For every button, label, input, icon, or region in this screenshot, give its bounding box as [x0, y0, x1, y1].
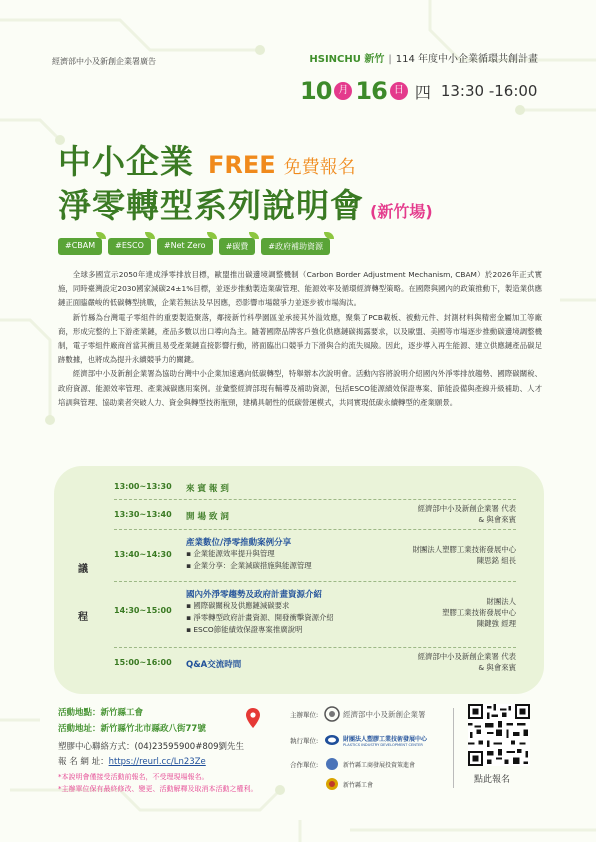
title-line-2	[58, 180, 433, 227]
rights-note: *主辦單位保有最終修改、變更、活動解釋及取消本活動之權利。	[58, 785, 258, 793]
agenda-subtopic: ▪ 企業分享：企業減碳措施與能源管理	[186, 561, 312, 570]
event-time: 13:30 -16:00	[440, 82, 538, 100]
tag-label: #CBAM	[65, 241, 96, 250]
intro-paragraph-3: 經濟部中小及新創企業署為協助台灣中小企業加速邁向低碳轉型，特舉辦本次說明會。活動內容將說明介紹國內外淨零排放趨勢、國際碳關稅、政府資源、能源效率管理、產業減碳應用案例。並彙整經濟部現有輔導及補助資源，包括ESCO能源績效保證專案、節能設備與產線升級補助、人才培訓與管理、協助業者突破人力、資金與轉型技術瓶頸，建構具韌性的低碳營運模式，共同實現低碳永續轉型的產業願景。	[58, 369, 542, 407]
organizer-name: 新竹縣工會	[343, 781, 374, 789]
plan-name: 114 年度中小企業循環共創計畫	[395, 54, 538, 65]
free-label: FREE	[208, 151, 276, 179]
agenda-row	[114, 476, 516, 500]
tag-label: #政府補助資源	[268, 242, 323, 251]
registration-qr-code[interactable]	[468, 704, 530, 766]
partner-organizer	[290, 756, 415, 772]
tag-label: #ESCO	[115, 241, 144, 250]
agenda-subtopic: ▪ ESCO節能績效保證專案推廣說明	[186, 625, 303, 634]
registration-url-label: 報 名 網 址：	[58, 757, 109, 767]
agenda-row	[114, 500, 516, 530]
venue-place: 活動地點：新竹縣工會	[58, 708, 144, 718]
tag-label: #Net Zero	[163, 241, 206, 250]
map-pin-icon	[246, 708, 260, 728]
agenda-subtopics	[186, 548, 312, 572]
speaker-line: 財團法人塑膠工業技術發展中心	[412, 545, 516, 554]
organizer-name-block	[343, 734, 427, 747]
title-line-1	[58, 136, 356, 183]
registration-note: *本說明會僅接受活動前報名，不受理現場報名。	[58, 773, 209, 781]
agenda-side-label	[78, 546, 92, 642]
intro-paragraph-1: 全球多國宣示2050年達成淨零排放目標，歐盟推出碳邊境調整機制（Carbon Border Adjustment Mechanism, CBAM）於2026年正式實施，同時臺灣設定2030國家減碳24±1%目標，並逐步推動製造業碳管理、能源效率及循環經濟轉型策略。在國際與國內的政策推動下，製造業供應鏈正面臨嚴峻的低碳轉型挑戰，企業若無法及早因應，恐影響市場競爭力並逐步被市場淘汰。	[58, 270, 542, 308]
partner-organizer	[324, 776, 373, 792]
speaker-line: 經濟部中小及新創企業署 代表	[417, 652, 516, 661]
agenda-side-char: 議	[78, 564, 88, 575]
tag-label: #碳費	[225, 242, 249, 251]
tag-net-zero	[157, 238, 213, 255]
agenda-time: 13:00~13:30	[114, 482, 172, 491]
pidc-logo-icon	[324, 732, 340, 748]
agenda-time: 15:00~16:00	[114, 658, 172, 667]
agenda-speaker	[413, 544, 516, 566]
agenda-row	[114, 582, 516, 648]
tag-list	[58, 238, 330, 255]
organizer-name: 經濟部中小及新創企業署	[343, 709, 426, 719]
organizer-name: 新竹縣工商發展投資策進會	[343, 761, 416, 769]
tag-cbam	[58, 238, 102, 255]
speaker-line: 陳思銘 組長	[476, 556, 516, 565]
host-organizer	[290, 706, 426, 722]
agenda-subtopic: ▪ 國際碳關稅及供應鏈減碳要求	[186, 601, 290, 610]
free-registration-label: 免費報名	[283, 157, 356, 178]
agenda-subtopic: ▪ 淨零轉型政府計畫資源、開發衝擊資源介紹	[186, 613, 334, 622]
intro-text	[58, 268, 542, 410]
partner-logo-icon	[324, 756, 340, 772]
divider-line	[453, 708, 454, 788]
agenda-time: 13:30~13:40	[114, 510, 172, 519]
divider: |	[388, 54, 392, 65]
month-unit-badge: 月	[334, 82, 352, 100]
agenda-time: 13:40~14:30	[114, 550, 172, 559]
agenda-row	[114, 530, 516, 582]
organizer-name: 財團法人塑膠工業技術發展中心	[343, 735, 428, 743]
speaker-line: 經濟部中小及新創企業署 代表	[417, 504, 516, 513]
union-logo-icon	[324, 776, 340, 792]
agenda-title: 國內外淨零趨勢及政府計畫資源介紹	[186, 590, 323, 600]
date-weekday: 四	[414, 82, 431, 102]
tag-esco	[108, 238, 151, 255]
tag-gov-resources	[261, 238, 330, 255]
event-date	[300, 77, 537, 105]
organizer-label: 執行單位:	[290, 736, 319, 745]
agenda-row	[114, 648, 516, 678]
agenda-side-char: 程	[78, 612, 88, 623]
agenda-speaker	[418, 503, 516, 525]
speaker-line: 財團法人	[486, 597, 516, 606]
agenda-panel	[54, 466, 544, 694]
organizer-label: 合作單位:	[290, 760, 319, 769]
executing-organizer	[290, 732, 427, 748]
organizer-label: 主辦單位:	[290, 710, 319, 719]
speaker-line: 陳鍵強 經理	[476, 619, 516, 628]
venue-tag: (新竹場)	[370, 202, 433, 221]
title-main-1: 中小企業	[58, 142, 194, 181]
speaker-line: & 與會來賓	[478, 515, 516, 524]
agenda-title: 開 場 致 詞	[186, 512, 229, 522]
tag-carbon-fee	[219, 238, 256, 255]
organizer-name-en: PLASTICS INDUSTRY DEVELOPMENT CENTER	[343, 742, 423, 747]
agenda-title: 產業數位/淨零推動案例分享	[186, 538, 292, 548]
day-unit-badge: 日	[390, 82, 408, 100]
agenda-subtopic: ▪ 企業能源效率提升與管理	[186, 549, 275, 558]
title-main-2: 淨零轉型系列說明會	[58, 186, 364, 225]
sponsor-line: 經濟部中小及新創企業署廣告	[52, 57, 156, 66]
registration-link[interactable]: https://reurl.cc/Ln23Ze	[108, 757, 206, 767]
agenda-time: 14:30~15:00	[114, 606, 172, 615]
contact-info: 塑膠中心聯絡方式：(04)23595900#809劉先生	[58, 742, 245, 752]
agenda-title: Q&A交流時間	[186, 660, 242, 670]
speaker-line: & 與會來賓	[478, 663, 516, 672]
qr-label: 點此報名	[474, 775, 511, 785]
registration-url-line	[58, 755, 206, 767]
agenda-title: 來 賓 報 到	[186, 484, 229, 494]
plan-header	[309, 50, 538, 65]
agenda-subtopics	[186, 600, 334, 636]
brand-label: HSINCHU 新竹	[309, 54, 385, 65]
speaker-line: 塑膠工業技術發展中心	[442, 608, 516, 617]
moea-logo-icon	[324, 706, 340, 722]
venue-address: 活動地址：新竹縣竹北市縣政八街77號	[58, 724, 206, 734]
date-month: 10	[300, 77, 332, 105]
agenda-speaker	[418, 651, 516, 673]
date-day: 16	[355, 77, 387, 105]
intro-paragraph-2: 新竹縣為台灣電子零組件的重要製造聚落，鄰接新竹科學園區並承接其外溢效應，聚集了PCB載板、被動元件、封測材料與精密金屬加工等廠商，形成完整的上下游產業鏈，產品多數以出口導向為主。隨著國際品牌客戶強化供應鏈碳揭露要求，以及歐盟、美國等市場逐步推動碳邊境調整機制，電子零組件廠商首當其衝且易受產業鏈直接影響行動，將面臨出口競爭力下滑與合約流失風險。因此，逐步導入再生能源、建立供應鏈產品碳足跡數據，也將成為提升永續競爭力的關鍵。	[58, 312, 542, 365]
agenda-speaker	[442, 596, 516, 629]
